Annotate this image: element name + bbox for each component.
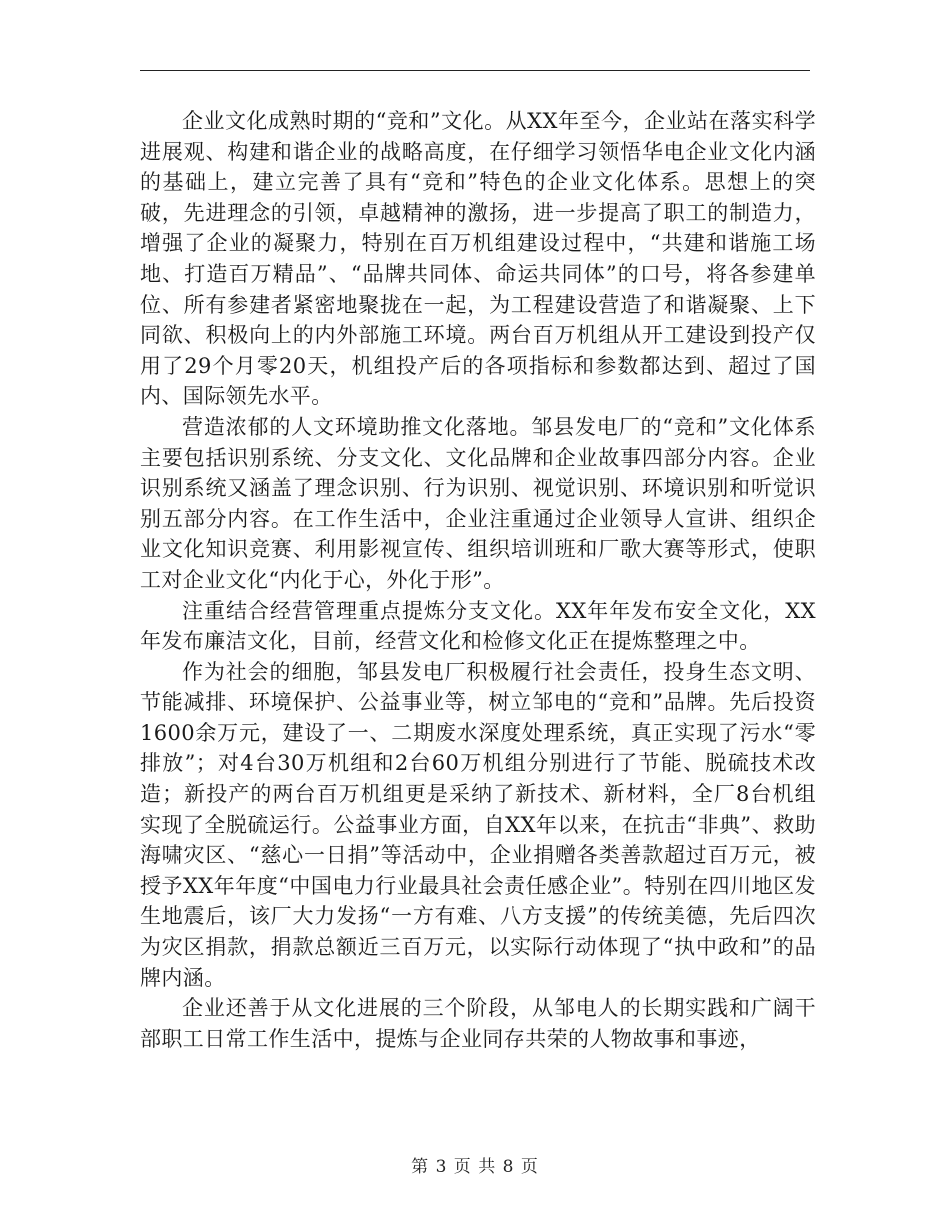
paragraph-3: 注重结合经营管理重点提炼分支文化。XX年年发布安全文化，XX年发布廉洁文化，目前，经营文化和检修文化正在提炼整理之中。 [140,598,816,654]
document-body [140,106,816,1054]
paragraph-4: 作为社会的细胞，邹县发电厂积极履行社会责任，投身生态文明、节能减排、环境保护、公益事业等，树立邹电的“竞和”品牌。先后投资1600余万元，建设了一、二期废水深度处理系统，真正实现了污水“零排放”；对4台30万机组和2台60万机组分别进行了节能、脱硫技术改造；新投产的两台百万机组更是采纳了新技术、新材料，全厂8台机组实现了全脱硫运行。公益事业方面，自XX年以来，在抗击“非典”、救助海啸灾区、“慈心一日捐”等活动中，企业捐赠各类善款超过百万元，被授予XX年年度“中国电力行业最具社会责任感企业”。特别在四川地区发生地震后，该厂大力发扬“一方有难、八方支援”的传统美德，先后四次为灾区捐款，捐款总额近三百万元，以实际行动体现了“执中政和”的品牌内涵。 [140,659,816,990]
paragraph-5: 企业还善于从文化进展的三个阶段，从邹电人的长期实践和广阔干部职工日常工作生活中，提炼与企业同存共荣的人物故事和事迹， [140,996,816,1051]
header-rule [140,70,810,71]
paragraph-2: 营造浓郁的人文环境助推文化落地。邹县发电厂的“竞和”文化体系主要包括识别系统、分支文化、文化品牌和企业故事四部分内容。企业识别系统又涵盖了理念识别、行为识别、视觉识别、环境识别和听觉识别五部分内容。在工作生活中，企业注重通过企业领导人宣讲、组织企业文化知识竞赛、利用影视宣传、组织培训班和厂歌大赛等形式，使职工对企业文化“内化于心，外化于形”。 [140,414,816,592]
paragraph-1: 企业文化成熟时期的“竞和”文化。从XX年至今，企业站在落实科学进展观、构建和谐企业的战略高度，在仔细学习领悟华电企业文化内涵的基础上，建立完善了具有“竞和”特色的企业文化体系。思想上的突破，先进理念的引领，卓越精神的激扬，进一步提高了职工的制造力，增强了企业的凝聚力，特别在百万机组建设过程中，“共建和谐施工场地、打造百万精品”、“品牌共同体、命运共同体”的口号，将各参建单位、所有参建者紧密地聚拢在一起，为工程建设营造了和谐凝聚、上下同欲、积极向上的内外部施工环境。两台百万机组从开工建设到投产仅用了29个月零20天，机组投产后的各项指标和参数都达到、超过了国内、国际领先水平。 [140,109,816,409]
page-number: 第 3 页 共 8 页 [411,1157,539,1177]
